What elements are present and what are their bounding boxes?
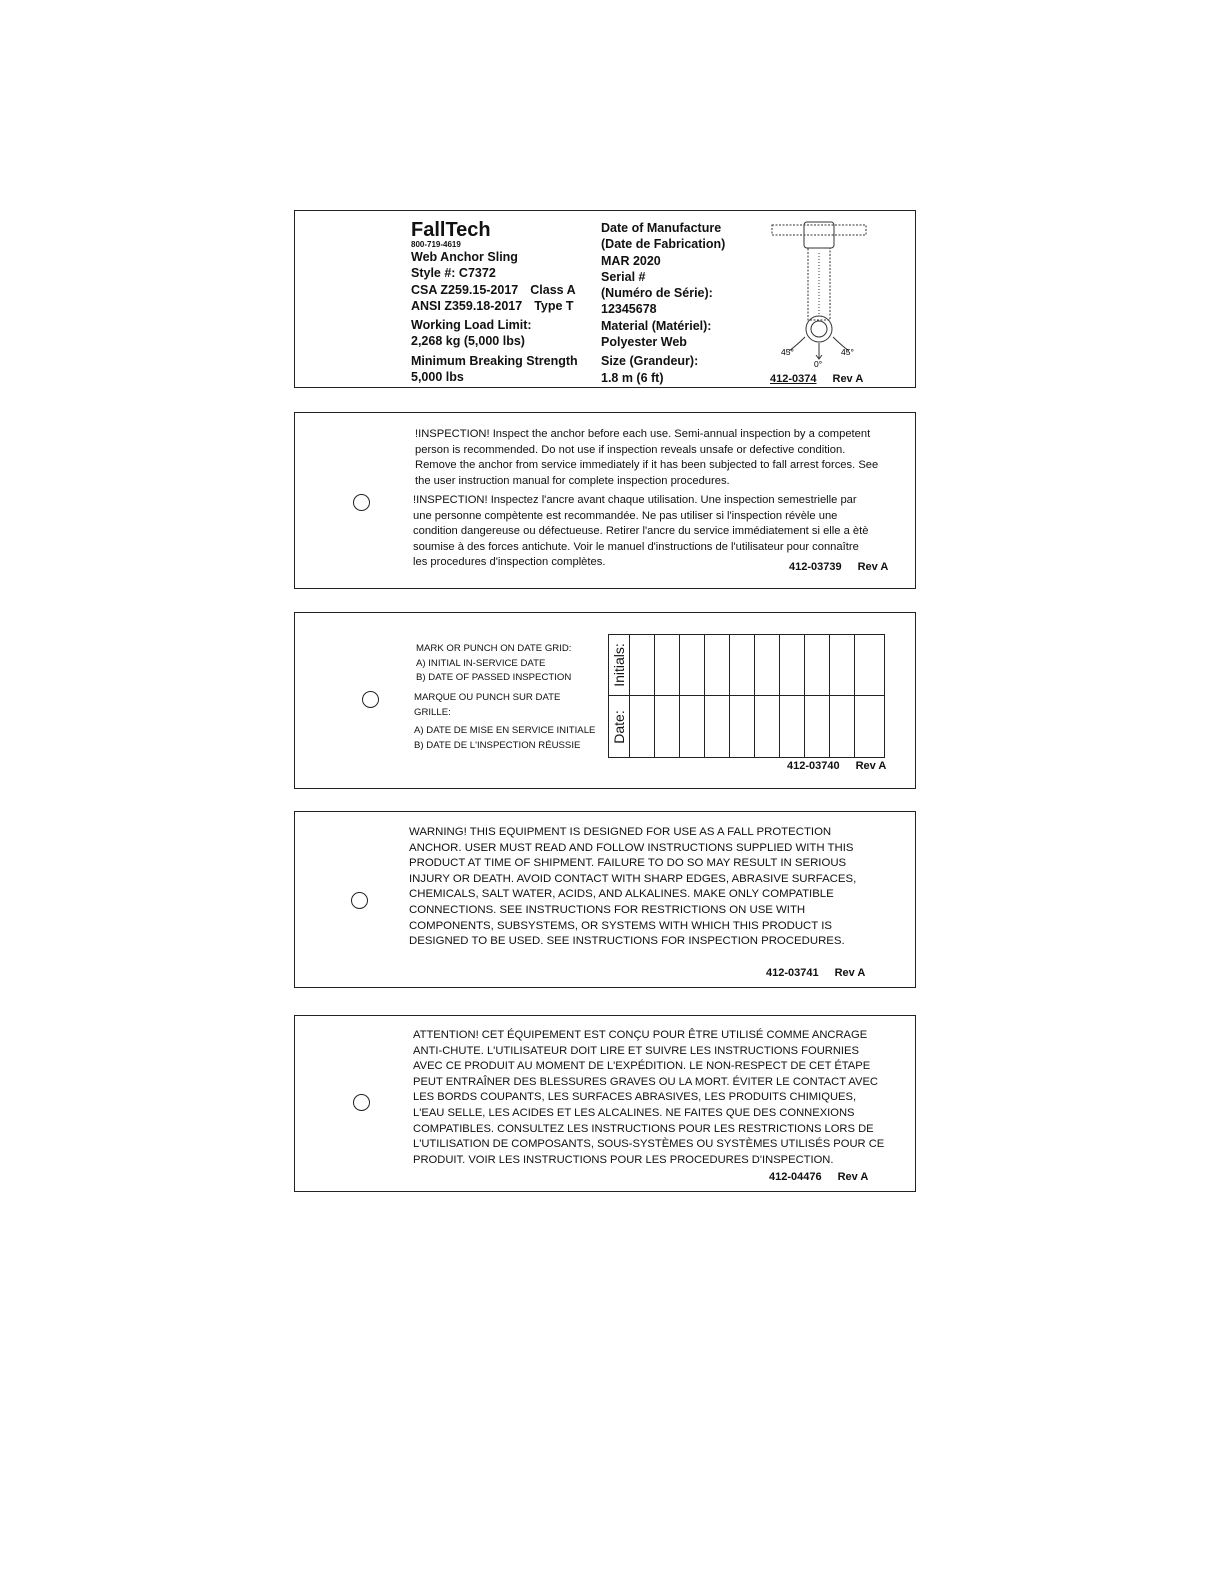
product-info-column xyxy=(411,220,578,385)
inspection-text-en: !INSPECTION! Inspect the anchor before each use. Semi-annual inspection by a competent person is recommended. Do not use if inspection reveals unsafe or defective condition. Remove the anchor from service immediately if it has been subjected to fall arrest forces. See the user instruction manual for complete inspection procedures. xyxy=(415,428,879,487)
date-grid-label xyxy=(294,612,916,789)
dom-value: MAR 2020 xyxy=(601,253,661,268)
grid-cell[interactable] xyxy=(705,696,730,757)
part-number: 412-03739 xyxy=(789,561,842,573)
grid-item-a-en: A) INITIAL IN-SERVICE DATE xyxy=(416,657,546,669)
mbs-label: Minimum Breaking Strength xyxy=(411,353,578,368)
part-number-row xyxy=(787,760,886,772)
grid-cell[interactable] xyxy=(780,696,805,757)
grid-cell[interactable] xyxy=(630,635,655,695)
part-number-row xyxy=(789,561,888,573)
part-number-row xyxy=(770,373,863,385)
csa-class: Class A xyxy=(530,282,576,297)
serial-value: 12345678 xyxy=(601,302,657,317)
grid-cell[interactable] xyxy=(680,635,705,695)
grid-cell[interactable] xyxy=(730,696,755,757)
grid-cell[interactable] xyxy=(755,635,780,695)
grid-cell[interactable] xyxy=(830,635,855,695)
revision: Rev A xyxy=(832,373,864,385)
warning-label-en xyxy=(294,811,916,988)
grid-header-date: Date: xyxy=(609,696,630,757)
grid-cell[interactable] xyxy=(780,635,805,695)
wll-label: Working Load Limit: xyxy=(411,318,532,333)
inspection-text-fr: !INSPECTION! Inspectez l'ancre avant chaque utilisation. Une inspection semestrielle par une personne compètente est recommandée. Ne pas utiliser si l'inspection révèle une condition dangereuse ou défectueuse. Retirer l'ancre du service immédiatement si elle a ètè soumise à des forces antichute. Voir le manuel d'instructions de l'utilisateur pour connaître les procedures d'inspection complètes. xyxy=(413,494,869,569)
csa-standard-row xyxy=(411,282,578,298)
revision: Rev A xyxy=(857,561,889,573)
grid-cell[interactable] xyxy=(855,635,884,695)
part-number-row xyxy=(769,1171,868,1183)
product-label xyxy=(294,210,916,388)
dom-label: Date of Manufacture xyxy=(601,221,722,235)
grid-cell[interactable] xyxy=(705,635,730,695)
grid-instructions-en xyxy=(416,642,571,686)
inspection-date-grid xyxy=(608,634,885,758)
grid-cell[interactable] xyxy=(830,696,855,757)
warning-label-fr xyxy=(294,1015,916,1192)
grid-item-a-fr: A) DATE DE MISE EN SERVICE INITIALE xyxy=(414,725,596,737)
grid-item-b-en: B) DATE OF PASSED INSPECTION xyxy=(416,672,572,684)
punch-hole xyxy=(353,1094,370,1111)
revision: Rev A xyxy=(834,967,866,979)
grid-cell[interactable] xyxy=(730,635,755,695)
mbs-value: 5,000 lbs xyxy=(411,370,464,385)
size-label: Size (Grandeur): xyxy=(601,354,699,369)
material-value: Polyester Web xyxy=(601,335,687,350)
angle-right-label: 45° xyxy=(841,347,854,357)
punch-hole xyxy=(351,892,368,909)
inspection-label xyxy=(294,412,916,589)
ansi-standard: ANSI Z359.18-2017 xyxy=(411,298,523,313)
wll-value: 2,268 kg (5,000 lbs) xyxy=(411,334,525,349)
material-label: Material (Matériel): xyxy=(601,318,712,333)
grid-cell[interactable] xyxy=(755,696,780,757)
part-number: 412-0374 xyxy=(770,373,817,385)
grid-header-initials: Initials: xyxy=(609,635,630,695)
grid-title-fr: MARQUE OU PUNCH SUR DATE xyxy=(414,692,561,703)
grid-cell[interactable] xyxy=(805,696,830,757)
grid-title-fr-2: GRILLE: xyxy=(414,706,451,718)
grid-cell[interactable] xyxy=(655,696,680,757)
part-number: 412-03741 xyxy=(766,967,819,979)
brand-logo: FallTech xyxy=(411,219,491,241)
csa-standard: CSA Z259.15-2017 xyxy=(411,282,519,297)
grid-instructions-fr xyxy=(414,691,595,753)
grid-cell[interactable] xyxy=(680,696,705,757)
ansi-standard-row xyxy=(411,298,578,314)
dom-label-fr: (Date de Fabrication) xyxy=(601,237,726,252)
punch-hole xyxy=(353,494,370,511)
manufacture-info-column xyxy=(601,220,725,386)
grid-cell[interactable] xyxy=(805,635,830,695)
grid-cell[interactable] xyxy=(655,635,680,695)
grid-row-date xyxy=(609,696,884,757)
anchor-sling-diagram xyxy=(769,219,869,369)
grid-title-en: MARK OR PUNCH ON DATE GRID: xyxy=(416,643,572,654)
angle-center-label: 0° xyxy=(814,359,823,369)
style-number: Style #: C7372 xyxy=(411,266,496,281)
revision: Rev A xyxy=(855,760,887,772)
size-value: 1.8 m (6 ft) xyxy=(601,370,664,385)
phone-number: 800-719-4619 xyxy=(411,240,461,249)
grid-cell[interactable] xyxy=(855,696,884,757)
warning-text-fr: ATTENTION! CET ÉQUIPEMENT EST CONÇU POUR ÊTRE UTILISÉ COMME ANCRAGE ANTI-CHUTE. L'UTILISATEUR DOIT LIRE ET SUIVRE LES INSTRUCTIONS FOURNIES AVEC CE PRODUIT AU MOMENT DE L'EXPÉDITION. LE NON-RESPECT DE CET ÉTAPE PEUT ENTRAÎNER DES BLESSURES GRAVES OU LA MORT. ÉVITER LE CONTACT AVEC LES BORDS COUPANTS, LES SURFACES ABRASIVES, LES PRODUITS CHIMIQUES, L'EAU SELLE, LES ACIDES ET LES ALCALINES. NE FAITES QUE DES CONNEXIONS COMPATIBLES. CONSULTEZ LES INSTRUCTIONS POUR LES RESTRICTIONS LORS DE L'UTILISATION DE COMPOSANTS, SOUS-SYSTÈMES OU SYSTÈMES UTILISÉS POUR CE PRODUIT. VOIR LES INSTRUCTIONS POUR LES PROCEDURES D'INSPECTION. xyxy=(413,1029,885,1166)
grid-item-b-fr: B) DATE DE L'INSPECTION RÉUSSIE xyxy=(414,739,581,751)
grid-cell[interactable] xyxy=(630,696,655,757)
ansi-type: Type T xyxy=(534,298,574,313)
revision: Rev A xyxy=(837,1171,869,1183)
grid-row-initials xyxy=(609,635,884,696)
punch-hole xyxy=(362,691,379,708)
product-name: Web Anchor Sling xyxy=(411,250,518,264)
angle-left-label: 45° xyxy=(781,347,794,357)
part-number: 412-04476 xyxy=(769,1171,822,1183)
warning-text-en: WARNING! THIS EQUIPMENT IS DESIGNED FOR USE AS A FALL PROTECTION ANCHOR. USER MUST READ AND FOLLOW INSTRUCTIONS SUPPLIED WITH THIS PRODUCT AT TIME OF SHIPMENT. FAILURE TO DO SO MAY RESULT IN SERIOUS INJURY OR DEATH. AVOID CONTACT WITH SHARP EDGES, ABRASIVE SURFACES, CHEMICALS, SALT WATER, ACIDS, AND ALKALINES. MAKE ONLY COMPATIBLE CONNECTIONS. SEE INSTRUCTIONS FOR RESTRICTIONS ON USE WITH COMPONENTS, SUBSYSTEMS, OR SYSTEMS WITH WHICH THIS PRODUCT IS DESIGNED TO BE USED. SEE INSTRUCTIONS FOR INSPECTION PROCEDURES. xyxy=(409,826,857,948)
serial-label: Serial # xyxy=(601,269,646,284)
part-number: 412-03740 xyxy=(787,760,840,772)
serial-label-fr: (Numéro de Série): xyxy=(601,286,713,301)
part-number-row xyxy=(766,967,865,979)
